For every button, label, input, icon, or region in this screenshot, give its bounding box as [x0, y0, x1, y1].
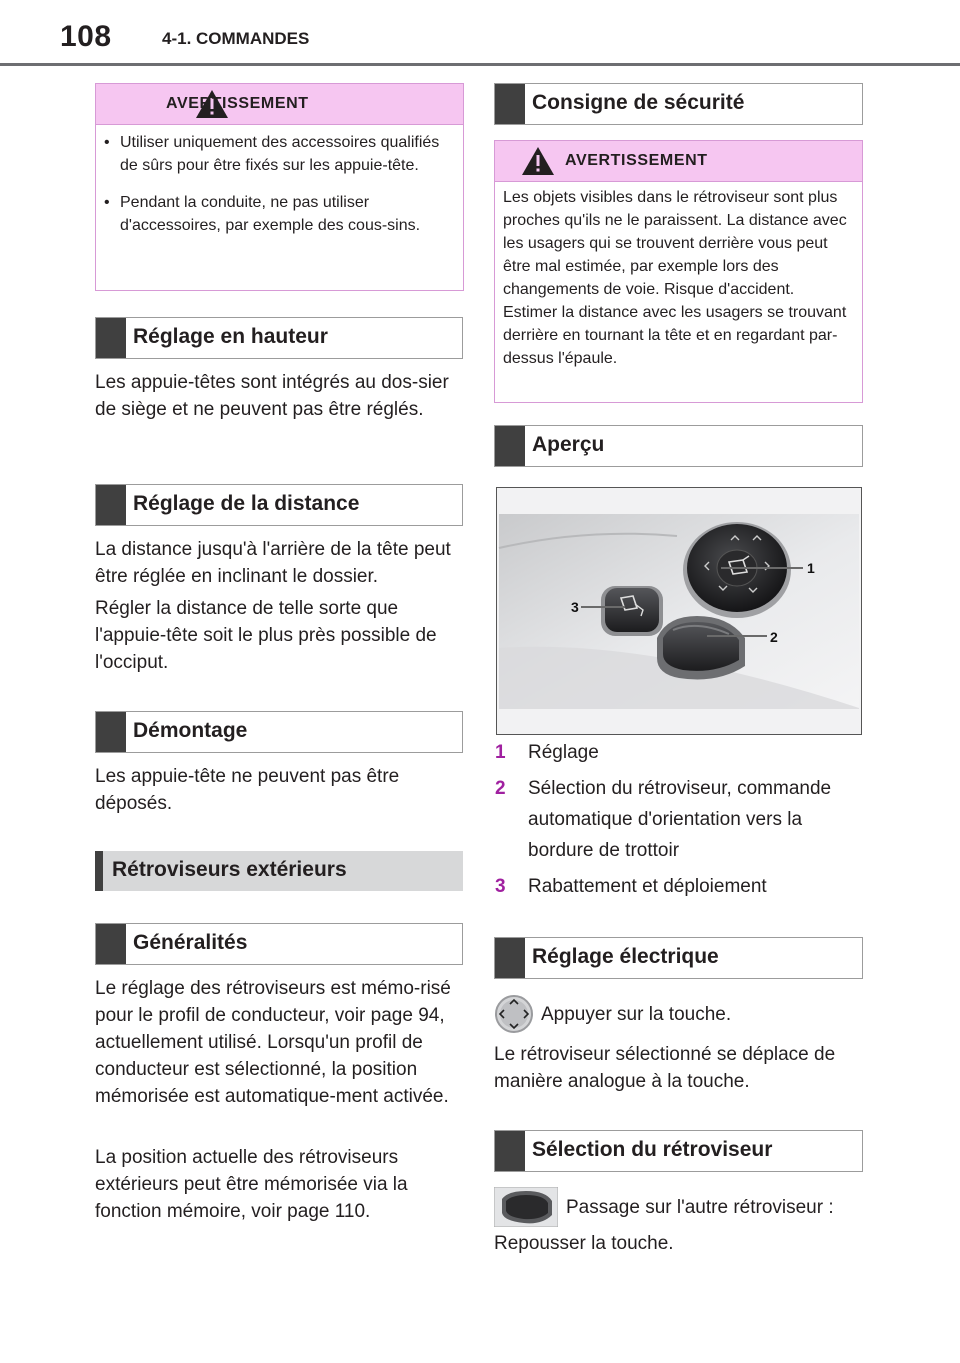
- warning-header: [96, 84, 463, 125]
- legend-text: Réglage: [528, 742, 599, 763]
- overview-legend: [494, 737, 860, 907]
- electric-press-text: Appuyer sur la touche.: [541, 1004, 732, 1025]
- heading-general: [95, 923, 463, 965]
- heading-bar: [96, 318, 126, 358]
- warning-bullet: • Utiliser uniquement des accessoires qualifiés de sûrs pour être fixés sur les appuie-tête.: [96, 131, 447, 177]
- paragraph-height: Les appuie-têtes sont intégrés au dos-sier de siège et ne peuvent pas être réglés.: [95, 372, 449, 420]
- paragraph-distance-1: La distance jusqu'à l'arrière de la tête peut être réglée en inclinant le dossier.: [95, 539, 451, 587]
- heading-bar: [495, 84, 525, 124]
- heading-text: Démontage: [133, 719, 248, 742]
- warning-bullet: • Pendant la conduite, ne pas utiliser d'accessoires, par exemple des cous-sins.: [96, 191, 447, 237]
- mirror-control-panel-illustration: [497, 488, 861, 734]
- legend-text: Sélection du rétroviseur, commande automatique d'orientation vers la bordure de trottoir: [528, 778, 832, 861]
- heading-removal: [95, 711, 463, 753]
- legend-number: 3: [495, 876, 506, 897]
- callout-1: 1: [807, 560, 815, 576]
- heading-mirror-selection: [494, 1130, 863, 1172]
- mirror-adjust-button-icon: [494, 994, 534, 1034]
- heading-text: Réglage en hauteur: [133, 325, 328, 348]
- warning-box-headrest: [95, 83, 464, 291]
- paragraph-electric: Le rétroviseur sélectionné se déplace de manière analogue à la touche.: [494, 1044, 836, 1092]
- heading-text: Aperçu: [532, 433, 605, 456]
- warning-box-mirror: [494, 140, 863, 403]
- mirror-controls-photo: [496, 487, 862, 735]
- warning-triangle-icon: [521, 146, 555, 176]
- heading-bar: [495, 1131, 525, 1171]
- header-rule: [0, 63, 960, 66]
- legend-number: 1: [495, 742, 506, 763]
- heading-text: Consigne de sécurité: [532, 91, 745, 114]
- warning-title: AVERTISSEMENT: [565, 152, 708, 169]
- callout-3: 3: [571, 599, 579, 615]
- heading-bar: [96, 485, 126, 525]
- section-heading-text: Rétroviseurs extérieurs: [112, 858, 347, 881]
- legend-item: [494, 773, 860, 866]
- heading-bar: [96, 924, 126, 964]
- paragraph-selection: Repousser la touche.: [494, 1233, 674, 1254]
- paragraph-removal: Les appuie-tête ne peuvent pas être déposés.: [95, 766, 400, 814]
- heading-electric-adjustment: [494, 937, 863, 979]
- heading-text: Sélection du rétroviseur: [532, 1138, 773, 1161]
- selection-switch-text: Passage sur l'autre rétroviseur :: [566, 1197, 834, 1218]
- heading-safety-notice: [494, 83, 863, 125]
- legend-item: [494, 737, 860, 768]
- section-bar: [95, 851, 103, 891]
- page-number: 108: [60, 20, 112, 53]
- paragraph-general-2: La position actuelle des rétroviseurs extérieurs peut être mémorisée via la fonction mémoire, voir page 110.: [95, 1147, 408, 1222]
- warning-title: AVERTISSEMENT: [166, 95, 309, 112]
- heading-text: Réglage électrique: [532, 945, 719, 968]
- paragraph-general-1: Le réglage des rétroviseurs est mémo-risé pour le profil de conducteur, voir page 94, actuellement utilisé. Lorsqu'un profil de conducteur est sélectionné, la position mémorisée est automatique-ment activée.: [95, 978, 451, 1107]
- warning-header: [495, 141, 862, 182]
- heading-text: Généralités: [133, 931, 248, 954]
- legend-text: Rabattement et déploiement: [528, 876, 767, 897]
- warning-text: Les objets visibles dans le rétroviseur sont plus proches qu'ils ne le paraissent. La distance avec les usagers qui se trouvent derrière vous peut être mal estimée, par exemple lors des changements de voie. Risque d'accident. Estimer la distance avec les usagers se trouvant derrière en tournant la tête et en regardant par-dessus l'épaule.: [503, 189, 847, 367]
- heading-bar: [495, 938, 525, 978]
- heading-text: Réglage de la distance: [133, 492, 360, 515]
- legend-item: [494, 871, 860, 902]
- legend-number: 2: [495, 778, 506, 799]
- section-title: 4-1. COMMANDES: [162, 29, 310, 48]
- mirror-selector-switch-icon: [494, 1187, 558, 1227]
- heading-bar: [495, 426, 525, 466]
- paragraph-distance-2: Régler la distance de telle sorte que l'appuie-tête soit le plus près possible de l'occiput.: [95, 598, 437, 673]
- callout-2: 2: [770, 629, 778, 645]
- heading-distance-adjustment: [95, 484, 463, 526]
- heading-height-adjustment: [95, 317, 463, 359]
- heading-bar: [96, 712, 126, 752]
- section-heading-exterior-mirrors: [95, 851, 463, 891]
- heading-overview: [494, 425, 863, 467]
